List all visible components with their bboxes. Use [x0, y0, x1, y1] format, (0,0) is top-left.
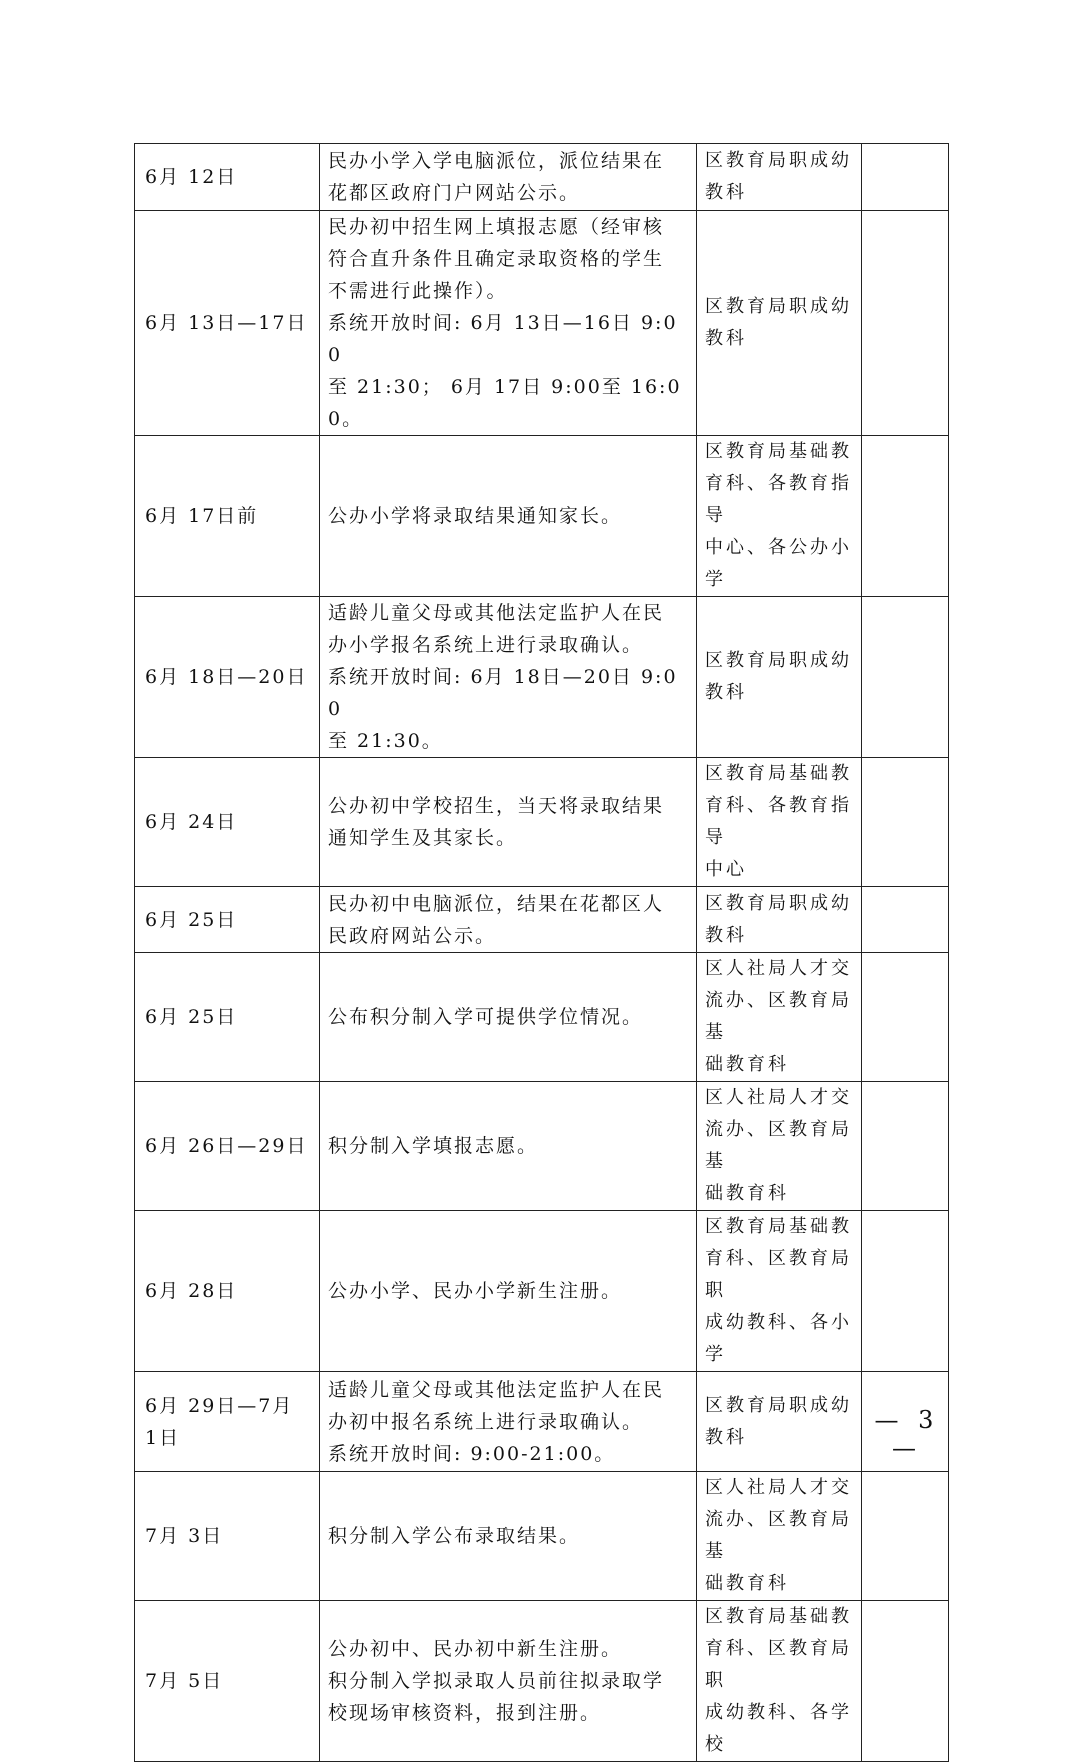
- event-line: 通知学生及其家长。: [328, 827, 518, 849]
- table-row: [135, 758, 949, 887]
- event-line: 校现场审核资料，报到注册。: [328, 1702, 602, 1724]
- event-line: 适龄儿童父母或其他法定监护人在民: [328, 602, 665, 624]
- note-cell: [862, 144, 949, 211]
- date-cell: 6月 12日: [135, 144, 320, 211]
- event-line: 符合直升条件且确定录取资格的学生: [328, 248, 665, 270]
- event-cell: [320, 758, 697, 887]
- department-line: 础教育科: [705, 1054, 789, 1075]
- event-cell: [320, 144, 697, 211]
- event-line: 办初中报名系统上进行录取确认。: [328, 1410, 644, 1433]
- table-row: [135, 436, 949, 597]
- event-cell: [320, 1472, 697, 1601]
- table-row: [135, 1372, 949, 1472]
- note-cell: [862, 211, 949, 436]
- event-cell: [320, 597, 697, 758]
- event-line: 民办小学入学电脑派位，派位结果在: [328, 150, 665, 172]
- date-cell: 7月 3日: [135, 1472, 320, 1601]
- event-line: 办小学报名系统上进行录取确认。: [328, 634, 644, 656]
- page-number: — 3 —: [874, 1406, 940, 1462]
- event-cell: [320, 953, 697, 1082]
- table-row: [135, 1082, 949, 1211]
- department-line: 流办、区教育局基: [705, 990, 852, 1043]
- department-line: 教科: [705, 182, 747, 203]
- event-cell: [320, 1211, 697, 1372]
- department-line: 区教育局基础教: [705, 763, 852, 784]
- note-cell: [862, 1082, 949, 1211]
- department-cell: [697, 211, 862, 436]
- event-line: 花都区政府门户网站公示。: [328, 182, 581, 204]
- event-line: 至 21:30； 6月 17日 9:00至 16:00。: [328, 376, 682, 430]
- event-line: 民政府网站公示。: [328, 924, 497, 947]
- department-line: 区教育局职成幼: [705, 1394, 852, 1416]
- event-line: 系统开放时间: 9:00-21:00。: [328, 1442, 616, 1465]
- event-cell: [320, 1082, 697, 1211]
- schedule-table-body: [135, 144, 949, 1762]
- note-cell: [862, 597, 949, 758]
- department-cell: [697, 953, 862, 1082]
- department-cell: [697, 758, 862, 887]
- department-cell: [697, 1472, 862, 1601]
- date-cell: 6月 17日前: [135, 436, 320, 597]
- department-line: 流办、区教育局基: [705, 1509, 852, 1562]
- department-line: 成幼教科、各小学: [705, 1312, 852, 1365]
- department-line: 区教育局基础教: [705, 1606, 852, 1627]
- department-line: 区教育局基础教: [705, 1216, 852, 1237]
- date-cell: 6月 24日: [135, 758, 320, 887]
- event-line: 积分制入学填报志愿。: [328, 1135, 539, 1157]
- event-cell: [320, 436, 697, 597]
- event-cell: [320, 1601, 697, 1762]
- date-cell: 6月 25日: [135, 887, 320, 953]
- department-line: 区人社局人才交: [705, 1087, 852, 1108]
- department-line: 育科、各教育指导: [705, 473, 852, 526]
- department-line: 区教育局职成幼: [705, 650, 852, 671]
- event-line: 民办初中电脑派位，结果在花都区人: [328, 892, 665, 915]
- date-cell: 6月 26日—29日: [135, 1082, 320, 1211]
- event-cell: [320, 211, 697, 436]
- table-row: [135, 144, 949, 211]
- department-line: 础教育科: [705, 1573, 789, 1594]
- department-line: 成幼教科、各学校: [705, 1702, 852, 1755]
- department-line: 区教育局职成幼: [705, 296, 852, 317]
- department-cell: [697, 1211, 862, 1372]
- event-line: 公布积分制入学可提供学位情况。: [328, 1006, 644, 1028]
- table-row: [135, 1211, 949, 1372]
- department-line: 区教育局职成幼: [705, 150, 852, 171]
- department-line: 区教育局职成幼: [705, 892, 852, 914]
- table-row: [135, 887, 949, 953]
- department-line: 中心: [705, 859, 747, 880]
- department-line: 教科: [705, 328, 747, 349]
- department-cell: [697, 1082, 862, 1211]
- date-cell: 6月 18日—20日: [135, 597, 320, 758]
- department-line: 育科、区教育局职: [705, 1638, 852, 1691]
- table-row: [135, 1601, 949, 1762]
- event-line: 积分制入学拟录取人员前往拟录取学: [328, 1670, 665, 1692]
- department-cell: [697, 1372, 862, 1472]
- table-row: [135, 597, 949, 758]
- note-cell: [862, 887, 949, 953]
- department-line: 教科: [705, 1426, 747, 1448]
- event-line: 积分制入学公布录取结果。: [328, 1525, 581, 1547]
- department-line: 区人社局人才交: [705, 958, 852, 979]
- event-line: 系统开放时间: 6月 18日—20日 9:00: [328, 666, 678, 720]
- department-cell: [697, 887, 862, 953]
- event-line: 公办初中学校招生，当天将录取结果: [328, 795, 665, 817]
- date-cell: 6月 28日: [135, 1211, 320, 1372]
- event-cell: [320, 887, 697, 953]
- event-line: 公办小学将录取结果通知家长。: [328, 505, 623, 527]
- table-row: [135, 211, 949, 436]
- event-line: 公办小学、民办小学新生注册。: [328, 1280, 623, 1302]
- event-line: 公办初中、民办初中新生注册。: [328, 1638, 623, 1660]
- department-cell: [697, 597, 862, 758]
- date-cell: 6月 29日—7月 1日: [135, 1372, 320, 1472]
- department-line: 区人社局人才交: [705, 1477, 852, 1498]
- event-line: 民办初中招生网上填报志愿（经审核: [328, 216, 665, 238]
- note-cell: [862, 1601, 949, 1762]
- department-line: 育科、各教育指导: [705, 795, 852, 848]
- schedule-table: [134, 143, 949, 1762]
- note-cell: [862, 1211, 949, 1372]
- date-cell: 6月 13日—17日: [135, 211, 320, 436]
- event-line: 适龄儿童父母或其他法定监护人在民: [328, 1378, 665, 1401]
- department-line: 教科: [705, 682, 747, 703]
- event-line: 不需进行此操作）。: [328, 280, 508, 302]
- department-line: 教科: [705, 924, 747, 946]
- event-cell: [320, 1372, 697, 1472]
- department-cell: [697, 1601, 862, 1762]
- note-cell: [862, 1472, 949, 1601]
- event-line: 至 21:30。: [328, 730, 443, 752]
- note-cell: [862, 758, 949, 887]
- table-row: [135, 1472, 949, 1601]
- department-cell: [697, 144, 862, 211]
- event-line: 系统开放时间: 6月 13日—16日 9:00: [328, 312, 678, 366]
- department-line: 育科、区教育局职: [705, 1248, 852, 1301]
- department-cell: [697, 436, 862, 597]
- department-line: 流办、区教育局基: [705, 1119, 852, 1172]
- department-line: 中心、各公办小学: [705, 537, 852, 590]
- table-row: [135, 953, 949, 1082]
- date-cell: 7月 5日: [135, 1601, 320, 1762]
- date-cell: 6月 25日: [135, 953, 320, 1082]
- department-line: 区教育局基础教: [705, 441, 852, 462]
- note-cell: [862, 953, 949, 1082]
- note-cell: [862, 436, 949, 597]
- department-line: 础教育科: [705, 1183, 789, 1204]
